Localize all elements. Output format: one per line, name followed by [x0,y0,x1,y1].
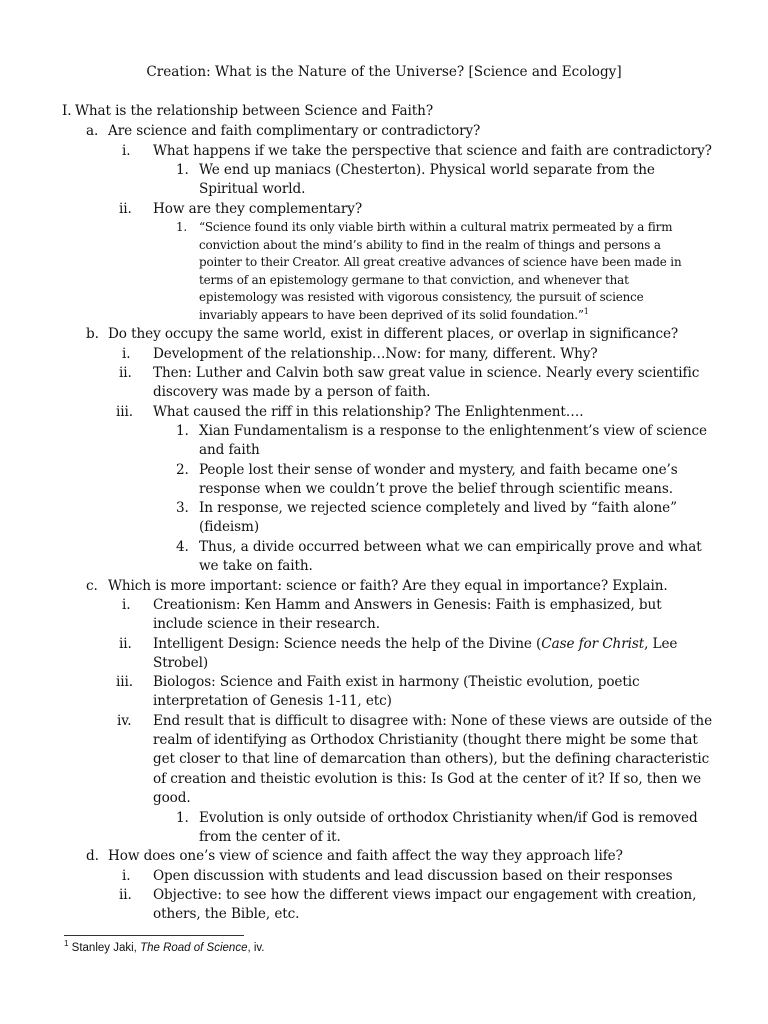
sub-item: Then: Luther and Calvin both saw great value in science. Nearly every scientific [153,365,700,381]
point-line: Evolution is only outside of orthodox Christianity when/if God is removed [199,810,698,826]
sub-item-text: , Lee [644,636,678,652]
item-marker: ii. [119,636,132,652]
item-marker: c. [86,578,98,594]
question-d: How does one’s view of science and faith affect the way they approach life? [108,848,623,864]
footnote-page: , iv. [247,942,265,954]
sub-item: How are they complementary? [153,201,363,217]
footnote-reference: 1 [583,306,589,316]
point-line: People lost their sense of wonder and mystery, and faith became one’s [199,462,678,478]
point-line: Spiritual world. [199,181,306,197]
item-marker: iv. [117,713,132,729]
quote-line: pointer to their Creator. All great creative advances of science have been made in [199,255,682,269]
book-title: Case for Christ [541,636,645,652]
item-marker: 4. [176,539,189,555]
item-marker: 3. [176,500,189,516]
item-marker: ii. [119,365,132,381]
item-marker: 1. [176,162,189,178]
item-marker: 1. [176,810,189,826]
sub-item: What happens if we take the perspective that science and faith are contradictory? [153,143,712,159]
point-line: and faith [199,442,260,458]
sub-item: End result that is difficult to disagree with: None of these views are outside of the [153,713,713,729]
item-marker: d. [86,848,99,864]
quote-line [199,307,589,325]
item-marker: iii. [116,404,133,420]
point-line: In response, we rejected science completely and lived by “faith alone” [199,500,677,516]
section-heading: What is the relationship between Science and Faith? [75,103,434,119]
point-line: (fideism) [199,519,260,535]
sub-item: Biologos: Science and Faith exist in harmony (Theistic evolution, poetic [153,674,640,690]
item-marker: i. [122,868,131,884]
quote-line: epistemology was resisted with vigorous consistency, the pursuit of science [199,290,644,304]
item-marker: iii. [116,674,133,690]
quote-line: conviction about the mind’s ability to find in the realm of things and persons a [199,237,661,252]
footnote [64,939,265,954]
sub-item: What caused the riff in this relationship? The Enlightenment…. [153,404,584,420]
sub-item: Objective: to see how the different views impact our engagement with creation, [153,887,697,903]
item-marker: 2. [176,462,189,478]
footnote-divider [64,935,244,936]
question-a: Are science and faith complimentary or contradictory? [108,123,481,139]
item-marker: ii. [119,201,132,217]
question-c: Which is more important: science or faith? Are they equal in importance? Explain. [108,578,668,594]
section-marker: I. [62,103,72,119]
item-marker: b. [86,326,99,342]
page-title: Creation: What is the Nature of the Universe? [Science and Ecology] [146,64,622,80]
point-line: we take on faith. [199,558,313,574]
point-line: We end up maniacs (Chesterton). Physical world separate from the [199,162,655,178]
point-line: response when we couldn’t prove the belief through scientific means. [199,481,673,497]
quote-line-text: invariably appears to have been deprived of its solid foundation.” [199,307,584,322]
sub-item: others, the Bible, etc. [153,906,300,922]
question-b: Do they occupy the same world, exist in different places, or overlap in significance? [108,326,679,342]
item-marker: i. [122,143,131,159]
sub-item: Open discussion with students and lead discussion based on their responses [153,868,673,884]
sub-item: good. [153,790,191,806]
quote-line: terms of an epistemology germane to that conviction, and whenever that [199,272,629,287]
point-line: Thus, a divide occurred between what we can empirically prove and what [199,539,702,555]
sub-item: get closer to that line of demarcation than others), but the defining characteristic [153,751,710,767]
sub-item: Creationism: Ken Hamm and Answers in Genesis: Faith is emphasized, but [153,597,662,613]
sub-item: discovery was made by a person of faith. [153,384,431,400]
sub-item: interpretation of Genesis 1-11, etc) [153,693,392,709]
item-marker: i. [122,346,131,362]
sub-item: Strobel) [153,655,209,671]
sub-item-text: Intelligent Design: Science needs the help of the Divine ( [153,636,542,652]
item-marker: 1. [176,423,189,439]
point-line: from the center of it. [199,829,341,845]
sub-item: of creation and theistic evolution is this: Is God at the center of it? If so, then we [153,771,702,787]
sub-item: realm of identifying as Orthodox Christianity (thought there might be some that [153,732,698,748]
sub-item: Development of the relationship…Now: for many, different. Why? [153,346,598,362]
footnote-work: The Road of Science [140,942,248,954]
item-marker: ii. [119,887,132,903]
quote-line: “Science found its only viable birth within a cultural matrix permeated by a firm [199,220,673,234]
sub-item: include science in their research. [153,616,380,632]
point-line: Xian Fundamentalism is a response to the enlightenment’s view of science [199,423,707,439]
footnote-author: Stanley Jaki, [71,942,141,954]
footnote-number: 1 [64,939,69,949]
item-marker: a. [86,123,99,139]
item-marker: i. [122,597,131,613]
item-marker: 1. [176,220,188,234]
sub-item [153,635,677,654]
